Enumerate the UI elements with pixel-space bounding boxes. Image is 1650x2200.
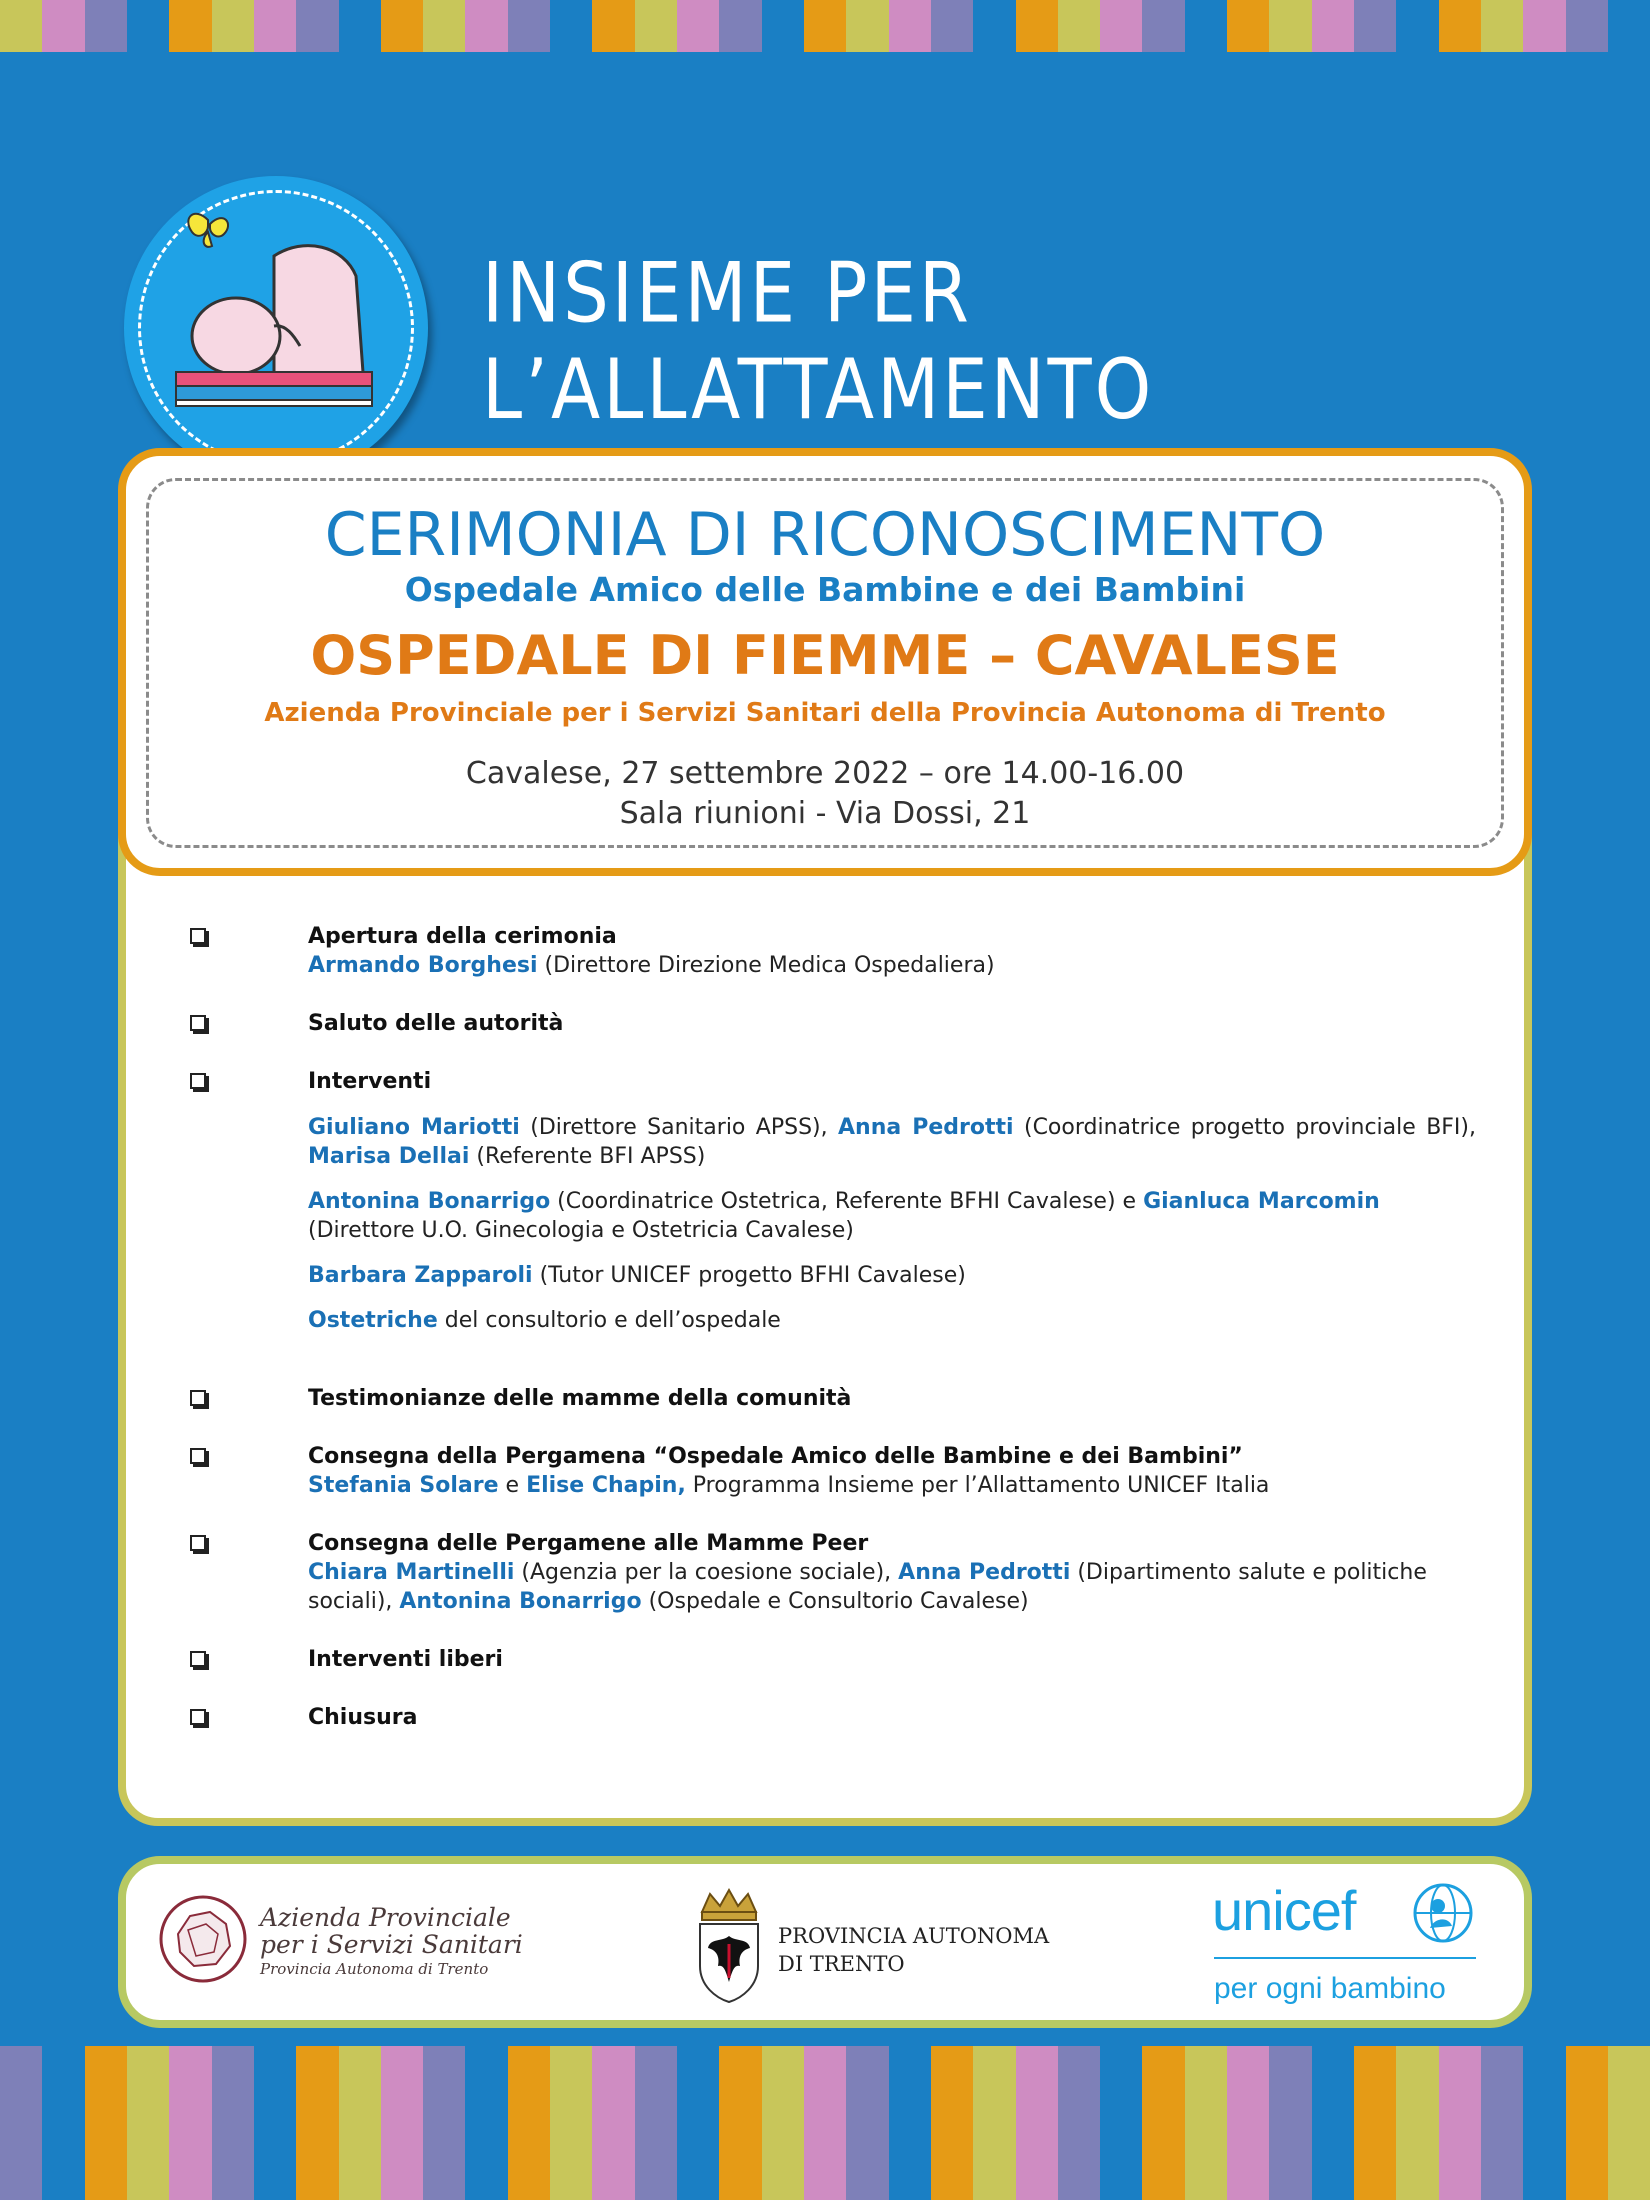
stripe-segment	[296, 2046, 338, 2200]
item-title: Apertura della cerimonia	[308, 924, 617, 949]
item-title: Testimonianze delle mamme della comunità	[308, 1386, 852, 1411]
item-title: Chiusura	[308, 1705, 418, 1730]
stripe-segment	[1396, 2046, 1438, 2200]
person-role: (Agenzia per la coesione sociale),	[514, 1560, 899, 1585]
stripe-segment	[423, 2046, 465, 2200]
apss-logo-text	[260, 1904, 523, 1978]
person-role: (Referente BFI APSS)	[469, 1144, 706, 1169]
stripe-segment	[1227, 0, 1269, 52]
event-header-box	[118, 448, 1532, 876]
person-name: Stefania Solare	[308, 1473, 499, 1498]
program-item	[186, 1067, 1476, 1335]
program-item	[186, 1442, 1476, 1500]
stripe-segment	[846, 0, 888, 52]
organization-name: Azienda Provinciale per i Servizi Sanitari della Provincia Autonoma di Trento	[264, 698, 1386, 728]
item-title: Consegna delle Pergamene alle Mamme Peer	[308, 1531, 869, 1556]
footer-logos	[118, 1856, 1532, 2028]
person-role: (Tutor UNICEF progetto BFHI Cavalese)	[532, 1263, 966, 1288]
stripe-segment	[85, 2046, 127, 2200]
stripe-segment	[465, 0, 507, 52]
stripe-segment	[169, 2046, 211, 2200]
stripe-segment	[1100, 2046, 1142, 2200]
person-name: Elise Chapin,	[526, 1473, 686, 1498]
stripe-segment	[1439, 0, 1481, 52]
item-title: Saluto delle autorità	[308, 1011, 564, 1036]
province-name-line: DI TRENTO	[778, 1952, 905, 1976]
stripe-segment	[42, 2046, 84, 2200]
stripe-segment	[381, 0, 423, 52]
mother-figure	[274, 246, 364, 386]
person-role: (Coordinatrice Ostetrica, Referente BFHI Cavalese) e	[550, 1189, 1144, 1214]
stripe-segment	[1185, 2046, 1227, 2200]
apss-name-line: per i Servizi Sanitari	[260, 1930, 523, 1959]
stripe-segment	[719, 0, 761, 52]
speaker-line	[308, 1187, 1476, 1245]
checkbox-bullet-icon	[190, 1015, 206, 1031]
item-title: Consegna della Pergamena “Ospedale Amico delle Bambine e dei Bambini”	[308, 1444, 1243, 1469]
banner-title: INSIEME PER L’ALLATTAMENTO	[482, 244, 1155, 438]
person-role: (Coordinatrice progetto provinciale BFI),	[1013, 1115, 1477, 1140]
stripe-segment	[762, 2046, 804, 2200]
stripe-segment	[254, 2046, 296, 2200]
person-role: (Direttore Direzione Medica Ospedaliera)	[537, 953, 995, 978]
stripe-segment	[1312, 0, 1354, 52]
program-list	[186, 922, 1476, 1732]
program-item	[186, 1703, 1476, 1732]
breastfeeding-logo	[124, 176, 428, 480]
stripe-segment	[846, 2046, 888, 2200]
stripe-segment	[42, 0, 84, 52]
stripe-segment	[1227, 2046, 1269, 2200]
speaker-line	[308, 1261, 1476, 1290]
stripe-segment	[127, 2046, 169, 2200]
stripe-segment	[296, 0, 338, 52]
unicef-divider	[1214, 1957, 1476, 1959]
stripe-segment	[1058, 2046, 1100, 2200]
stripe-segment	[762, 0, 804, 52]
stripe-segment	[677, 0, 719, 52]
stripe-segment	[212, 0, 254, 52]
stripe-segment	[550, 2046, 592, 2200]
stripe-segment	[1523, 0, 1565, 52]
stripe-segment	[1566, 0, 1608, 52]
stripe-segment	[931, 0, 973, 52]
stripe-segment	[508, 2046, 550, 2200]
person-name: Chiara Martinelli	[308, 1560, 515, 1585]
program-item	[186, 1384, 1476, 1413]
program-item	[186, 1529, 1476, 1616]
stripe-segment	[677, 2046, 719, 2200]
person-role: (Direttore Sanitario APSS),	[519, 1115, 838, 1140]
event-title: CERIMONIA DI RICONOSCIMENTO	[324, 500, 1326, 570]
stripe-segment	[1608, 2046, 1650, 2200]
stripe-segment	[973, 0, 1015, 52]
speaker-line	[308, 1113, 1476, 1171]
stripe-segment	[423, 0, 465, 52]
program-item	[186, 1009, 1476, 1038]
checkbox-bullet-icon	[190, 1535, 206, 1551]
stripe-segment	[889, 0, 931, 52]
hospital-name: OSPEDALE DI FIEMME – CAVALESE	[310, 624, 1340, 687]
stripe-segment	[1439, 2046, 1481, 2200]
stripe-segment	[127, 0, 169, 52]
person-name: Marisa Dellai	[308, 1144, 470, 1169]
person-role: (Ospedale e Consultorio Cavalese)	[641, 1589, 1029, 1614]
stripe-segment	[1523, 2046, 1565, 2200]
baby-icon	[192, 298, 280, 374]
person-name: Anna Pedrotti	[838, 1115, 1014, 1140]
stripe-segment	[1608, 0, 1650, 52]
stripe-segment	[635, 0, 677, 52]
apss-subline: Provincia Autonoma di Trento	[260, 1960, 489, 1978]
stripe-segment	[592, 2046, 634, 2200]
unicef-globe-icon	[1410, 1880, 1476, 1946]
stripe-segment	[1269, 2046, 1311, 2200]
stripe-segment	[0, 2046, 42, 2200]
stripe-segment	[1312, 2046, 1354, 2200]
stripe-segment	[1481, 2046, 1523, 2200]
stripe-segment	[169, 0, 211, 52]
stripe-segment	[465, 2046, 507, 2200]
item-title: Interventi	[308, 1069, 432, 1094]
program-item	[186, 922, 1476, 980]
person-name: Antonina Bonarrigo	[308, 1189, 551, 1214]
person-role: (Dipartimento salute e politiche sociali),	[308, 1560, 1427, 1614]
checkbox-bullet-icon	[190, 1390, 206, 1406]
unicef-tagline: per ogni bambino	[1214, 1972, 1446, 2005]
stripe-segment	[804, 2046, 846, 2200]
event-subtitle: Ospedale Amico delle Bambine e dei Bambini	[404, 570, 1246, 609]
person-role: (Direttore U.O. Ginecologia e Ostetricia Cavalese)	[308, 1218, 854, 1243]
stripe-segment	[931, 2046, 973, 2200]
separator-text: e	[498, 1473, 527, 1498]
stripe-segment	[1016, 2046, 1058, 2200]
speaker-line	[308, 1306, 1476, 1335]
person-name: Ostetriche	[308, 1308, 438, 1333]
person-name: Gianluca Marcomin	[1143, 1189, 1380, 1214]
stripe-segment	[635, 2046, 677, 2200]
stripe-segment	[339, 2046, 381, 2200]
stripe-segment	[1142, 0, 1184, 52]
apss-logo-icon	[158, 1894, 248, 1984]
stripe-segment	[1185, 0, 1227, 52]
stripe-segment	[1566, 2046, 1608, 2200]
person-role: Programma Insieme per l’Allattamento UNICEF Italia	[685, 1473, 1270, 1498]
stripe-segment	[1058, 0, 1100, 52]
stripe-segment	[339, 0, 381, 52]
stripe-segment	[719, 2046, 761, 2200]
person-name: Giuliano Mariotti	[308, 1115, 520, 1140]
checkbox-bullet-icon	[190, 928, 206, 944]
person-role: del consultorio e dell’ospedale	[437, 1308, 781, 1333]
stripe-segment	[0, 0, 42, 52]
stripe-segment	[1354, 0, 1396, 52]
unicef-logo-text: unicef	[1212, 1879, 1356, 1942]
trento-crest-icon	[692, 1886, 766, 2004]
program-panel	[118, 780, 1532, 1826]
stripe-segment	[1481, 0, 1523, 52]
trento-province-text	[778, 1922, 1049, 1978]
program-item	[186, 1645, 1476, 1674]
item-title: Interventi liberi	[308, 1647, 503, 1672]
stripe-segment	[212, 2046, 254, 2200]
checkbox-bullet-icon	[190, 1651, 206, 1667]
stripe-segment	[254, 0, 296, 52]
stripe-segment	[592, 0, 634, 52]
stripe-segment	[85, 0, 127, 52]
stripe-segment	[1269, 0, 1311, 52]
stripe-segment	[889, 2046, 931, 2200]
apss-name-line: Azienda Provinciale	[260, 1903, 511, 1932]
checkbox-bullet-icon	[190, 1448, 206, 1464]
stripe-segment	[381, 2046, 423, 2200]
checkbox-bullet-icon	[190, 1709, 206, 1725]
stripe-segment	[550, 0, 592, 52]
stripe-segment	[973, 2046, 1015, 2200]
person-name: Antonina Bonarrigo	[399, 1589, 642, 1614]
person-name: Armando Borghesi	[308, 953, 538, 978]
stripe-segment	[508, 0, 550, 52]
checkbox-bullet-icon	[190, 1073, 206, 1089]
stripe-segment	[1142, 2046, 1184, 2200]
person-name: Barbara Zapparoli	[308, 1263, 533, 1288]
province-name-line: PROVINCIA AUTONOMA	[778, 1924, 1050, 1948]
stripe-segment	[1016, 0, 1058, 52]
person-name: Anna Pedrotti	[898, 1560, 1071, 1585]
top-stripe-band	[0, 0, 1650, 52]
stripe-segment	[1396, 0, 1438, 52]
stripe-segment	[1354, 2046, 1396, 2200]
event-place: Sala riunioni - Via Dossi, 21	[619, 796, 1031, 831]
butterfly-icon	[188, 214, 228, 247]
stripe-segment	[804, 0, 846, 52]
event-date: Cavalese, 27 settembre 2022 – ore 14.00-16.00	[465, 756, 1185, 791]
bottom-stripe-band	[0, 2046, 1650, 2200]
stripe-segment	[1100, 0, 1142, 52]
